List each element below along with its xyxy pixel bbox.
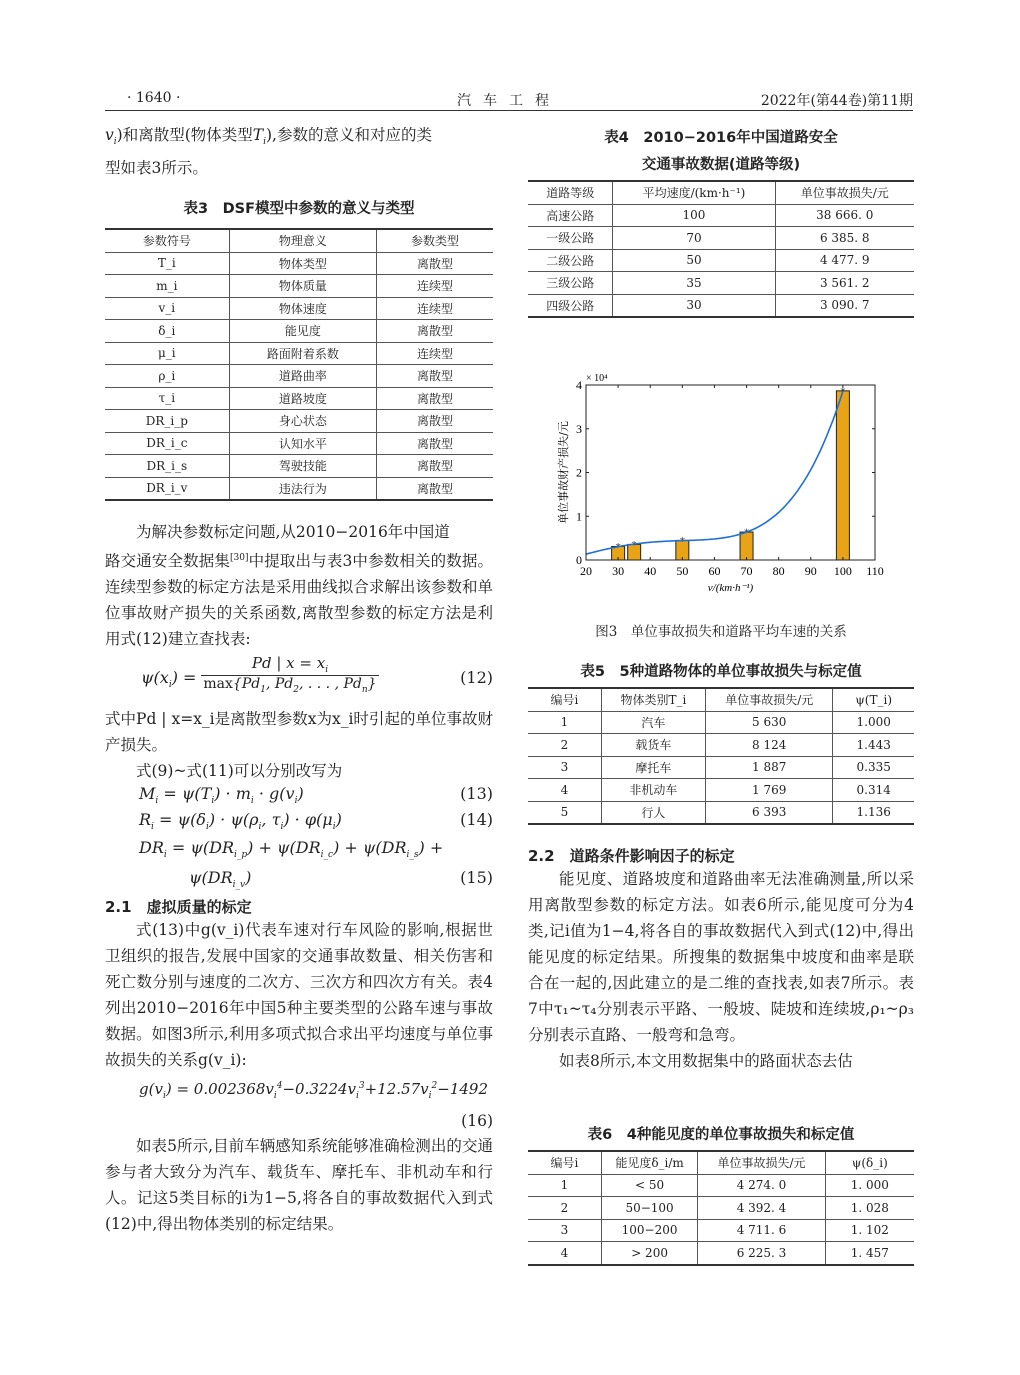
table5-cell: 1 (528, 711, 601, 734)
table4-row (528, 204, 914, 227)
table5-header: 编号i (528, 688, 601, 711)
table3-header: 参数符号 (105, 229, 229, 252)
svg-text:20: 20 (580, 564, 592, 578)
table6-header: 能见度δ_i/m (601, 1151, 698, 1174)
table5-cell: 1.136 (833, 801, 914, 824)
table6-cell: 1 (528, 1174, 601, 1197)
issue-info: 2022年(第44卷)第11期 (760, 93, 913, 109)
svg-text:单位事故财产损失/元: 单位事故财产损失/元 (557, 421, 570, 524)
table5-cell: 0.335 (833, 756, 914, 779)
table6-row (528, 1242, 914, 1265)
table3-cell: μ_i (105, 342, 229, 365)
table6-cell: 6 225. 3 (698, 1242, 825, 1265)
table3-header: 物理意义 (229, 229, 376, 252)
table3-cell: 道路曲率 (229, 365, 376, 388)
table4-cell: 3 090. 7 (775, 294, 914, 317)
table5 (528, 687, 914, 825)
table3-cell: 物体类型 (229, 252, 376, 275)
table5-header: 单位事故损失/元 (706, 688, 833, 711)
table3-cell: 路面附着系数 (229, 342, 376, 365)
table5-cell: 8 124 (706, 734, 833, 757)
table3-cell: DR_i_s (105, 455, 229, 478)
table6-cell: 1. 102 (825, 1219, 914, 1242)
table3-cell: v_i (105, 297, 229, 320)
calibration-paragraph: 为解决参数标定问题,从2010−2016年中国道 路交通安全数据集[30]中提取出与表3中参数相关的数据。连续型参数的标定方法是采用曲线拟合求解出该参数和单位事故财产损失的关系函数,离散型参数的标定方法是利用式(12)建立查找表: (105, 523, 493, 649)
equation-13: $M_i = \psi(T_i) \cdot m_i \cdot g(v_i)$ (13) (139, 784, 493, 807)
table4 (528, 180, 914, 318)
equation-15-line1: $DR_i = \psi(DR_{i\_p}) + \psi(DR_{i\_c}) + \psi(DR_{i\_s})$ + (139, 838, 444, 861)
table5-cell: 非机动车 (601, 779, 705, 802)
table4-cell: 一级公路 (528, 227, 613, 250)
svg-text:30: 30 (612, 564, 625, 578)
bar (836, 391, 849, 560)
table6 (528, 1150, 914, 1266)
table3-cell: m_i (105, 275, 229, 298)
table4-cell: 4 477. 9 (775, 249, 914, 272)
table4-caption-2: 交通事故数据(道路等级) (641, 157, 801, 173)
intro-paragraph: $v_i$)和离散型(物体类型$T_i$),参数的意义和对应的类 型如表3所示。 (105, 126, 432, 178)
table4-cell: 100 (613, 204, 775, 227)
table5-header: 物体类别T_i (601, 688, 705, 711)
table4-cell: 30 (613, 294, 775, 317)
table3-cell: DR_i_v (105, 477, 229, 500)
svg-text:40: 40 (644, 564, 657, 578)
table3-cell: τ_i (105, 387, 229, 410)
table4-row (528, 272, 914, 295)
road-surface-paragraph: 如表8所示,本文用数据集中的路面状态去估 (559, 1052, 853, 1070)
equation-16: $g(v_i) = 0.002368v_i^4-0.3224v_i^3+12.57v_i^2-1492$ (139, 1080, 489, 1102)
table5-cell: 2 (528, 734, 601, 757)
figure-3-caption: 图3 单位事故损失和道路平均车速的关系 (595, 624, 847, 640)
section-2-2 (528, 845, 914, 1074)
table3-cell: 违法行为 (229, 477, 376, 500)
table6-row (528, 1197, 914, 1220)
table6-cell: < 50 (601, 1174, 698, 1197)
equation-12: $\psi(x_i)$ = Pd | $x = x_i$ $\max\{Pd_1$, $Pd_2$, . . . , $Pd_n$} (12) (141, 654, 493, 696)
table5-cell: 汽车 (601, 711, 705, 734)
table5-cell: 1 887 (706, 756, 833, 779)
table5-header: ψ(T_i) (833, 688, 914, 711)
table3-cell: 物体速度 (229, 297, 376, 320)
table6-header: ψ(δ_i) (825, 1151, 914, 1174)
table3-cell: 离散型 (377, 365, 493, 388)
table5-cell: 3 (528, 756, 601, 779)
table3-row (105, 342, 493, 365)
table6-row (528, 1219, 914, 1242)
table5-row (528, 779, 914, 802)
table6-header: 单位事故损失/元 (698, 1151, 825, 1174)
table3-row (105, 432, 493, 455)
table5-cell: 5 (528, 801, 601, 824)
table6-row (528, 1174, 914, 1197)
svg-text:1: 1 (576, 509, 582, 524)
table3-row (105, 387, 493, 410)
table5-cell: 5 630 (706, 711, 833, 734)
svg-text:3: 3 (576, 421, 582, 436)
table5-cell: 1 769 (706, 779, 833, 802)
table3-cell: 离散型 (377, 477, 493, 500)
table6-cell: 2 (528, 1197, 601, 1220)
table4-cell: 50 (613, 249, 775, 272)
svg-text:*: * (840, 386, 846, 398)
table3-row (105, 275, 493, 298)
table3-cell: δ_i (105, 320, 229, 343)
journal-name: 汽车工程 (457, 93, 561, 109)
page-header (105, 88, 913, 111)
table3-row (105, 252, 493, 275)
table4-row (528, 227, 914, 250)
table3 (105, 228, 493, 501)
table4-caption-1: 表4 2010−2016年中国道路安全 (604, 130, 838, 146)
page-number: · 1640 · (127, 90, 181, 106)
object-class-paragraph: 如表5所示,目前车辆感知系统能够准确检测出的交通参与者大致分为汽车、载货车、摩托车、非机动车和行人。记这5类目标的i为1−5,将各自的事故数据代入到式(12)中,得出物体类别的标定结果。 (105, 1137, 493, 1234)
table3-cell: 能见度 (229, 320, 376, 343)
table6-block (528, 1123, 914, 1266)
table6-header: 编号i (528, 1151, 601, 1174)
table5-cell: 4 (528, 779, 601, 802)
table3-row (105, 455, 493, 478)
svg-text:90: 90 (804, 564, 817, 578)
table6-cell: 50−100 (601, 1197, 698, 1220)
table6-cell: 4 392. 4 (698, 1197, 825, 1220)
table3-cell: 认知水平 (229, 432, 376, 455)
svg-text:4: 4 (576, 378, 582, 392)
table6-cell: 3 (528, 1219, 601, 1242)
chart-svg (545, 365, 895, 605)
svg-text:70: 70 (740, 564, 753, 578)
table3-cell: T_i (105, 252, 229, 275)
table3-row (105, 297, 493, 320)
equation-15-line2: $\psi(DR_{i\_v})$ (15) (189, 868, 493, 891)
table6-cell: 1. 028 (825, 1197, 914, 1220)
table5-cell: 6 393 (706, 801, 833, 824)
right-column (528, 126, 914, 318)
table4-cell: 6 385. 8 (775, 227, 914, 250)
visibility-paragraph: 能见度、道路坡度和道路曲率无法准确测量,所以采用离散型参数的标定方法。如表6所示,能见度可分为4类,记i值为1−4,将各自的事故数据代入到式(12)中,得出能见度的标定结果。所搜集的数据集中坡度和曲率是联合在一起的,因此建立的是二维的查找表,如表7所示。表7中τ₁~τ₄分别表示平路、一般坡、陡坡和连续坡,ρ₁~ρ₃分别表示直路、一般弯和急弯。 (528, 870, 914, 1044)
svg-text:v/(km·h⁻¹): v/(km·h⁻¹) (707, 582, 754, 594)
svg-text:50: 50 (676, 564, 689, 578)
table6-caption: 表6 4种能见度的单位事故损失和标定值 (587, 1127, 855, 1143)
table6-cell: 1. 000 (825, 1174, 914, 1197)
svg-text:60: 60 (708, 564, 721, 578)
table3-cell: 身心状态 (229, 410, 376, 433)
table3-cell: 离散型 (377, 410, 493, 433)
table5-row (528, 734, 914, 757)
table4-cell: 70 (613, 227, 775, 250)
table5-block (528, 660, 914, 825)
table4-cell: 三级公路 (528, 272, 613, 295)
section-2-2-heading: 2.2 道路条件影响因子的标定 (528, 847, 735, 865)
table3-cell: 离散型 (377, 320, 493, 343)
table5-row (528, 711, 914, 734)
pd-definition: 式中Pd | x=x_i是离散型参数x为x_i时引起的单位事故财产损失。 (105, 710, 493, 755)
svg-text:110: 110 (866, 564, 884, 578)
equation-14: $R_i = \psi(\delta_i) \cdot \psi(\rho_i$, $\tau_i) \cdot \varphi(\mu_i)$ (14) (139, 810, 493, 833)
table3-cell: ρ_i (105, 365, 229, 388)
rewrite-intro: 式(9)~式(11)可以分别改写为 (136, 762, 343, 781)
table3-cell: 离散型 (377, 387, 493, 410)
table5-cell: 1.443 (833, 734, 914, 757)
table6-cell: 4 711. 6 (698, 1219, 825, 1242)
svg-text:*: * (615, 542, 621, 554)
table5-cell: 0.314 (833, 779, 914, 802)
table3-row (105, 320, 493, 343)
table6-cell: 100−200 (601, 1219, 698, 1242)
table3-cell: 驾驶技能 (229, 455, 376, 478)
table3-cell: 离散型 (377, 252, 493, 275)
table3-cell: 连续型 (377, 297, 493, 320)
table3-cell: 连续型 (377, 342, 493, 365)
table5-cell: 载货车 (601, 734, 705, 757)
table5-cell: 行人 (601, 801, 705, 824)
svg-text:2: 2 (576, 465, 582, 480)
svg-text:80: 80 (772, 564, 785, 578)
table3-header: 参数类型 (377, 229, 493, 252)
table4-cell: 高速公路 (528, 204, 613, 227)
left-column (105, 122, 493, 1237)
fit-curve (586, 391, 843, 554)
table4-row (528, 249, 914, 272)
table3-cell: DR_i_c (105, 432, 229, 455)
table4-row (528, 294, 914, 317)
svg-text:*: * (679, 536, 685, 548)
table5-cell: 1.000 (833, 711, 914, 734)
svg-text:*: * (744, 528, 750, 540)
table3-row (105, 365, 493, 388)
table5-row (528, 801, 914, 824)
equation-16-number: (16) (461, 1112, 493, 1131)
table5-caption: 表5 5种道路物体的单位事故损失与标定值 (580, 664, 862, 680)
table4-header: 道路等级 (528, 181, 613, 204)
table3-row (105, 410, 493, 433)
table5-row (528, 756, 914, 779)
table6-cell: > 200 (601, 1242, 698, 1265)
table6-cell: 4 (528, 1242, 601, 1265)
svg-text:0: 0 (576, 553, 582, 567)
table3-cell: 离散型 (377, 432, 493, 455)
table4-cell: 35 (613, 272, 775, 295)
table3-cell: 物体质量 (229, 275, 376, 298)
figure-3-chart (545, 365, 895, 605)
table4-header: 单位事故损失/元 (775, 181, 914, 204)
table4-cell: 二级公路 (528, 249, 613, 272)
speed-paragraph: 式(13)中g(v_i)代表车速对行车风险的影响,根据世卫组织的报告,发展中国家的交通事故数量、相关伤害和死亡数分别与速度的二次方、三次方和四次方有关。表4列出2010−2016年中国5种主要类型的公路车速与事故数据。如图3所示,利用多项式拟合求出平均速度与单位事故损失的关系g(v_i): (105, 921, 493, 1070)
section-2-1-heading: 2.1 虚拟质量的标定 (105, 898, 252, 917)
table6-cell: 1. 457 (825, 1242, 914, 1265)
table4-cell: 38 666. 0 (775, 204, 914, 227)
table4-cell: 3 561. 2 (775, 272, 914, 295)
table3-caption: 表3 DSF模型中参数的意义与类型 (183, 201, 415, 218)
table3-cell: DR_i_p (105, 410, 229, 433)
svg-text:× 10⁴: × 10⁴ (586, 373, 608, 384)
table3-row (105, 477, 493, 500)
table3-cell: 道路坡度 (229, 387, 376, 410)
table4-header: 平均速度/(km·h⁻¹) (613, 181, 775, 204)
svg-text:*: * (631, 540, 637, 552)
table5-cell: 摩托车 (601, 756, 705, 779)
svg-text:100: 100 (833, 564, 852, 578)
table3-cell: 离散型 (377, 455, 493, 478)
table4-cell: 四级公路 (528, 294, 613, 317)
table3-cell: 连续型 (377, 275, 493, 298)
table6-cell: 4 274. 0 (698, 1174, 825, 1197)
